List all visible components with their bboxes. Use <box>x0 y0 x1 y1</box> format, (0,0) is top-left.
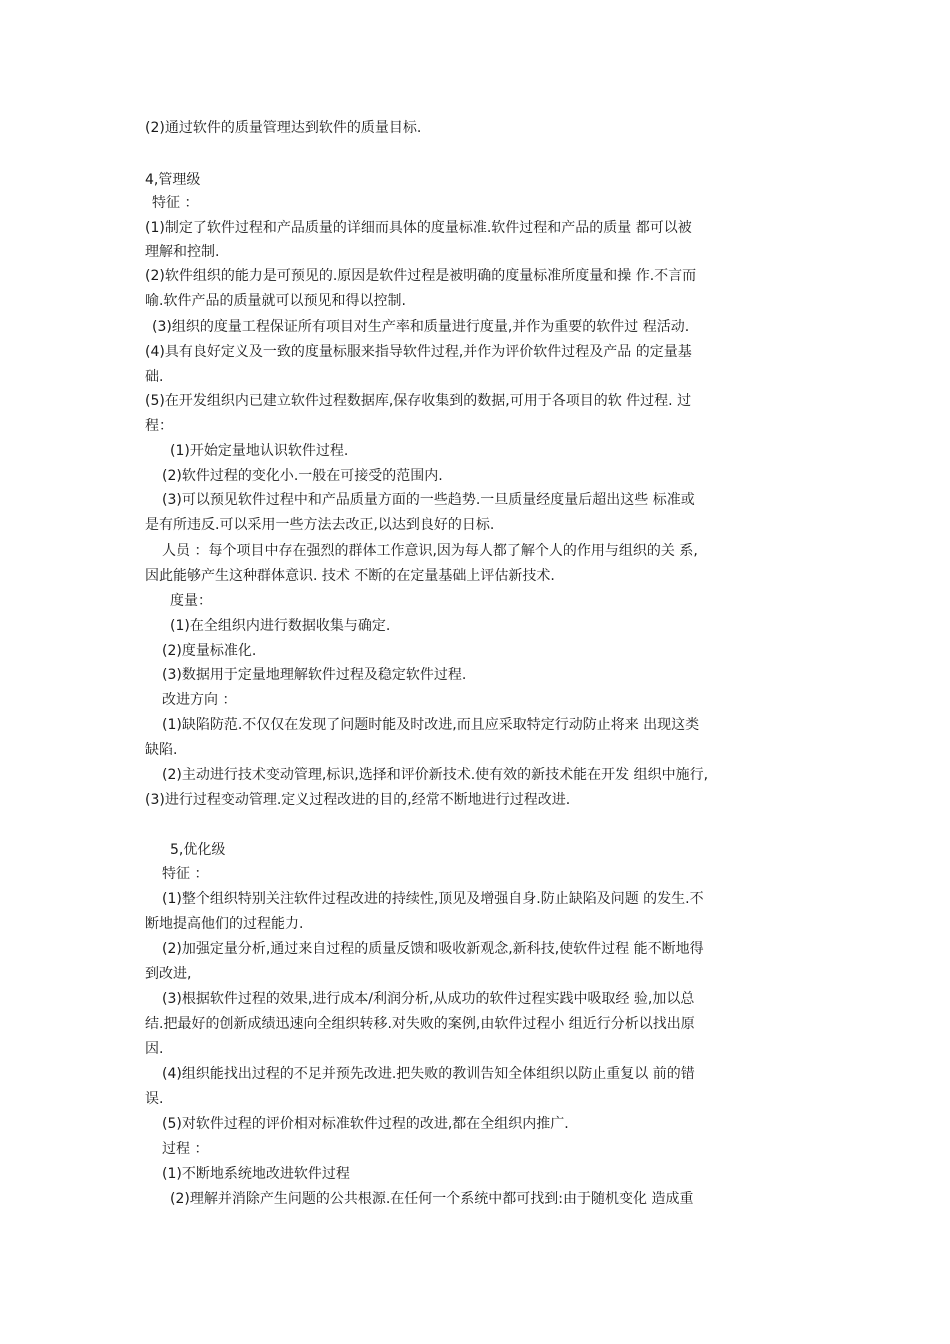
section-heading: 5,优化级 <box>170 842 226 858</box>
text-line: 度量： <box>170 593 212 609</box>
text-line: (2)软件过程的变化小.一般在可接受的范围内. <box>162 468 443 484</box>
text-line: (1)在全组织内进行数据收集与确定. <box>170 618 391 634</box>
text-line: (2)理解并消除产生问题的公共根源.在任何一个系统中都可找到:由于随机变化 造成重 <box>170 1191 694 1207</box>
text-line: 特征 ： <box>162 866 209 882</box>
text-line: 到改进, <box>145 966 192 982</box>
text-line: 喻.软件产品的质量就可以预见和得以控制. <box>145 293 406 309</box>
text-line: 误. <box>145 1091 164 1107</box>
text-line: 过程 ： <box>162 1141 209 1157</box>
text-line: 因. <box>145 1041 164 1057</box>
text-line: (3)进行过程变动管理.定义过程改进的目的,经常不断地进行过程改进. <box>145 792 571 808</box>
text-line: 缺陷. <box>145 742 178 758</box>
text-line: (2)软件组织的能力是可预见的.原因是软件过程是被明确的度量标准所度量和操 作.不言而 <box>145 268 697 284</box>
text-line: (3)数据用于定量地理解软件过程及稳定软件过程. <box>162 667 467 683</box>
text-line: 断地提高他们的过程能力. <box>145 916 304 932</box>
section-heading: 4,管理级 <box>145 172 201 188</box>
text-line: (5)在开发组织内已建立软件过程数据库,保存收集到的数据,可用于各项目的软 件过程. 过 <box>145 393 692 409</box>
text-line: 结.把最好的创新成绩迅速向全组织转移.对失败的案例,由软件过程小 组近行分析以找出原 <box>145 1016 695 1032</box>
text-line: 理解和控制. <box>145 244 220 260</box>
text-line: (1)开始定量地认识软件过程. <box>170 443 349 459</box>
text-line: (5)对软件过程的评价相对标准软件过程的改进,都在全组织内推广. <box>162 1116 569 1132</box>
text-line: (1)制定了软件过程和产品质量的详细而具体的度量标准.软件过程和产品的质量 都可以被 <box>145 220 692 236</box>
text-line: 改进方向 ： <box>162 692 237 708</box>
text-line: (1)不断地系统地改进软件过程 <box>162 1166 350 1182</box>
text-line: (2)加强定量分析,通过来自过程的质量反馈和吸收新观念,新科技,使软件过程 能不断地得 <box>162 941 704 957</box>
text-line: (2)通过软件的质量管理达到软件的质量目标. <box>145 120 422 136</box>
text-line: (4)组织能找出过程的不足并预先改进.把失败的教训告知全体组织以防止重复以 前的错 <box>162 1066 695 1082</box>
text-line: (3)可以预见软件过程中和产品质量方面的一些趋势.一旦质量经度量后超出这些 标准或 <box>162 492 695 508</box>
text-line: (3)组织的度量工程保证所有项目对生产率和质量进行度量,并作为重要的软件过 程活动. <box>152 319 690 335</box>
text-line: (2)主动进行技术变动管理,标识,选择和评价新技术.使有效的新技术能在开发 组织中施行, <box>162 767 709 783</box>
text-line: (1)缺陷防范.不仅仅在发现了问题时能及时改进,而且应采取特定行动防止将来 出现这类 <box>162 717 700 733</box>
text-line: 因此能够产生这种群体意识. 技术 不断的在定量基础上评估新技术. <box>145 568 555 584</box>
text-line: (2)度量标准化. <box>162 643 257 659</box>
text-line: 础. <box>145 369 164 385</box>
text-line: 程： <box>145 418 173 434</box>
text-line: (1)整个组织特别关注软件过程改进的持续性,顶见及增强自身.防止缺陷及问题 的发生.不 <box>162 891 704 907</box>
text-line: 人员 ：每个项目中存在强烈的群体工作意识,因为每人都了解个人的作用与组织的关 系, <box>162 543 698 559</box>
text-line: (3)根据软件过程的效果,进行成本/利润分析,从成功的软件过程实践中吸取经 验,加以总 <box>162 991 695 1007</box>
text-line: 是有所违反.可以采用一些方法去改正,以达到良好的日标. <box>145 517 495 533</box>
text-line: (4)具有良好定义及一致的度量标服来指导软件过程,并作为评价软件过程及产品 的定量基 <box>145 344 692 360</box>
text-line: 特征 ： <box>152 195 199 211</box>
